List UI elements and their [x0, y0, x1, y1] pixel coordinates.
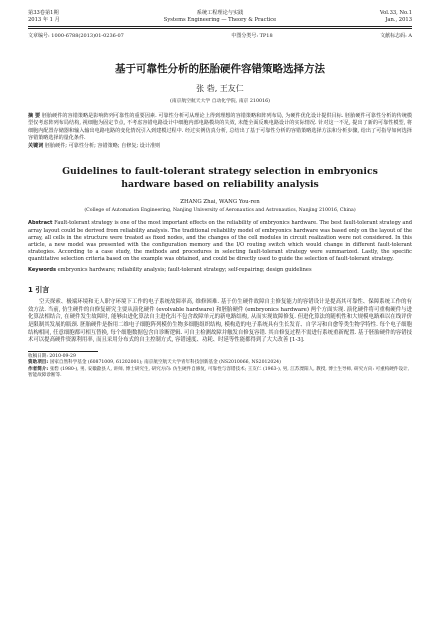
footnotes	[28, 354, 412, 380]
affiliation-en: (College of Automation Engineering, Nanjing University of Aeronautics and Astronautics, Nanjing 210016, China)	[84, 208, 356, 214]
abstract-text-zh: 胚胎硬件的容错策略是影响阵列可靠性的重要因素. 可靠性分析可从理论上得到理想的容错策略和阵列布局, 为硬件优化设计提供目标. 胚胎硬件可靠性分析的传统模型仅考虑阵列布局结构, 视细胞为固定节点, 不考虑容错电路设计中细胞内部电路模块的失效, 未能全面反映电路设计的实际情况. 针对这一不足, 提出了新的可靠性模型, 将细胞内配置存储器和输入输出电路电路的变化情况引入到建模过程中. 经过实例仿真分析, 总结出了基于可靠性分析的容错策略选择方法和分析步骤, 给出了可指导如何选择容错策略选择的量化条件.	[28, 113, 412, 141]
article-info	[28, 32, 412, 39]
authors-zh: 张 砦, 王友仁	[196, 84, 244, 93]
header-right	[317, 10, 412, 24]
issue-date-en: Jan., 2013	[385, 17, 412, 23]
keywords-label-zh: 关键词	[28, 143, 44, 150]
journal-name-zh: 系统工程理论与实践	[196, 10, 244, 16]
keywords-text-zh: 胚胎硬件; 可靠性分析; 容错策略; 自修复; 设计准则	[44, 143, 161, 150]
title-zh: 基于可靠性分析的胚胎硬件容错策略选择方法	[115, 63, 325, 75]
keywords-text-en: embryonics hardware; reliability analysis; fault-tolerant strategy; self-repairing; design guidelines	[57, 267, 312, 274]
header-center	[123, 10, 317, 24]
keywords-en	[28, 267, 412, 274]
footnote-rule	[28, 351, 98, 352]
title-en-line2: hardware based on reliability analysis	[121, 178, 319, 190]
funding-text: 国家自然科学基金 (60871009, 61202001); 南京航空航天大学青年科技创新基金 (NS2010066, NS2012024)	[49, 360, 281, 366]
abstract-label-zh: 摘 要	[28, 113, 41, 119]
received-date: 收稿日期: 2010-09-29	[28, 353, 76, 359]
affiliation-zh: (南京航空航天大学 自动化学院, 南京 210016)	[169, 99, 271, 104]
keywords-label-en: Keywords	[28, 267, 57, 274]
header-left	[28, 10, 123, 24]
volume-issue: 第33卷第1期	[28, 10, 59, 16]
authors-en: ZHANG Zhai, WANG You-ren	[180, 199, 260, 206]
running-header	[28, 10, 412, 24]
abstract-zh	[28, 113, 412, 142]
header-rule-thick	[28, 26, 412, 27]
abstract-text-en: Fault-tolerant strategy is one of the most important effects on the reliability of embryonics hardware. The best fault-tolerant strategy and array layout could be derived from reliability analysis. The traditional reliability model of embryonics hardware was based only on the layout of the array, all cells in the structure were treated as fixed nodes, and the changes of the cell modules in circuit realization were not considered. In this article, a new model was presented with the configuration memory and the I/O routing switch which would change in different fault-tolerant strategies. According to a case study, the methods and procedures in selecting fault-tolerant strategy were summarized. Lastly, the specific quantitative selection criteria based on the example was obtained, and could be directly used to guide the selection of fault-tolerant strategy.	[28, 220, 412, 262]
clc-number: 中图分类号: TP18	[231, 33, 273, 39]
paper-page	[28, 10, 412, 379]
author-bio-label: 作者简介:	[28, 366, 49, 372]
author-bio-text: 张砦 (1980-), 男, 安徽歙县人, 讲师, 博士研究生, 研究方向: 仿生硬件自修复, 可靠性与容错技术; 王友仁 (1963-), 男, 江苏溧阳人, 教授, 博士生导师, 研究方向: 可重构硬件设计, 智能故障诊断等.	[28, 366, 410, 378]
section-heading-introduction: 1 引言	[28, 286, 50, 295]
keywords-zh	[28, 143, 412, 150]
issue-date: 2013 年 1 月	[28, 17, 60, 23]
document-code: 文献标志码: A	[380, 33, 412, 39]
doc-id: 文章编号: 1000-6788(2013)01-0236-07	[28, 33, 124, 39]
funding-label: 资助项目:	[28, 360, 49, 366]
abstract-en	[28, 220, 412, 263]
author-bio-note	[28, 367, 412, 380]
journal-name-en: Systems Engineering — Theory & Practice	[163, 17, 277, 23]
abstract-label-en: Abstract	[28, 220, 53, 227]
introduction-paragraph: 空天探索、极端环境和无人职守环境下工作的电子系统故障率高, 维修困难. 基于仿生硬件故障自主修复能力的容错设计是提高其可靠性、保障系统工作的有效方法. 当前, 仿生硬件的自修复研究主要从演化硬件 (evolvable hardware) 和胚胎硬件 (embryonics hardware) 两个方面实现. 演化硬件将可重构硬件与进化算法相结合, 在硬件发生故障时, 能够由进化算法自主进化出不包含故障单元的新电路结构, 从而实现故障修复. 但进化算法的随机性和大规模电路难以在线评价是限制其发展的瓶颈. 胚胎硬件是指用二维电子细胞阵列模仿生物多细胞组织结构, 模构造的电子系统具有生长发育、自学习和自愈等类生物学特性. 每个电子细胞结构相同, 任意细胞都可相互替换, 每个细胞数据包含自诊断逻辑. 可自主检测故障并触发自修复容错. 其自修复过程不需进行系统重新配置. 基于胚胎硬件的容错技术可以提高硬件资源利用率, 而且采用分布式的自主控制方式, 容错速度、功耗、时延等性能都得到了大大改善 [1-3].	[28, 299, 412, 344]
header-rule-thin	[28, 28, 412, 29]
volume-issue-en: Vol.33, No.1	[379, 10, 412, 16]
title-en	[28, 166, 412, 191]
title-en-line1: Guidelines to fault-tolerant strategy selection in embryonics	[62, 166, 378, 178]
